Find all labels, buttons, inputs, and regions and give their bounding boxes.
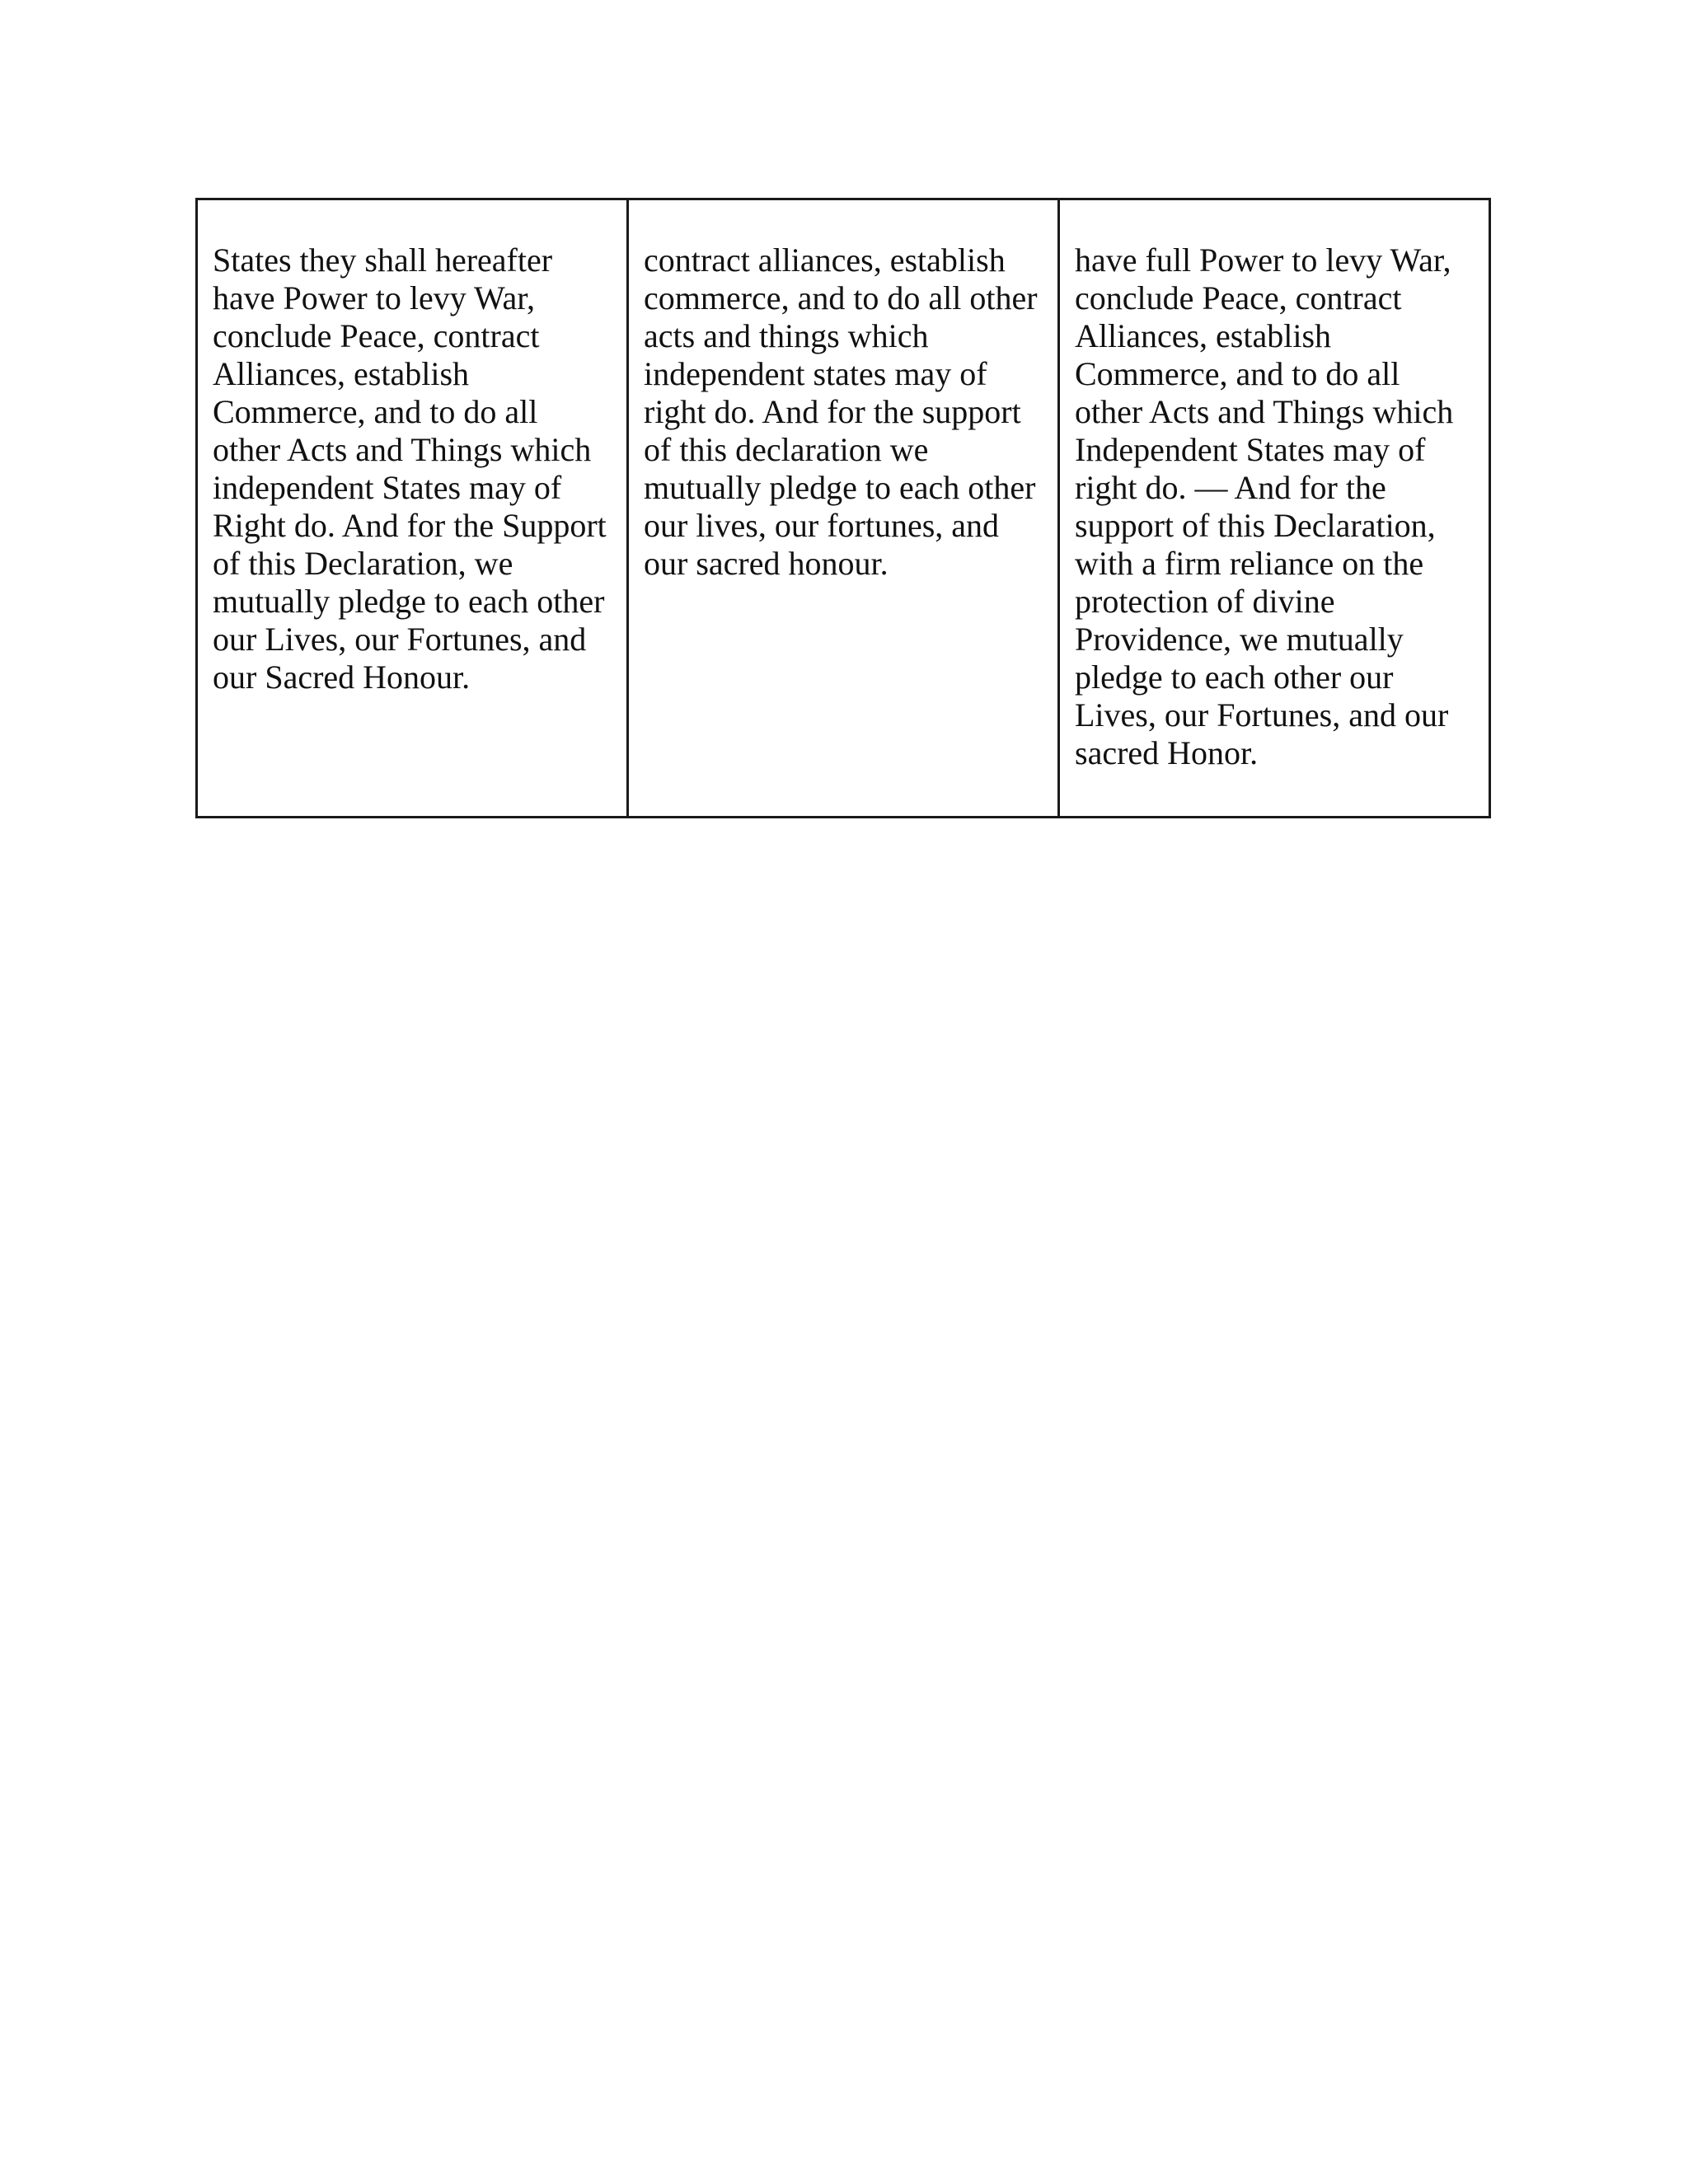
- table-cell-column-3: have full Power to levy War, conclude Peace, contract Alliances, establish Commerce, and to do all other Acts and Things which Independent States may of right do. — And for the support of this Declaration, with a firm reliance on the protection of divine Providence, we mutually pledge to each other our Lives, our Fortunes, and our sacred Honor.: [1059, 199, 1490, 818]
- comparison-table: [195, 198, 1491, 818]
- table-row: [197, 199, 1490, 818]
- table-cell-column-2: contract alliances, establish commerce, and to do all other acts and things which independent states may of right do. And for the support of this declaration we mutually pledge to each other our lives, our fortunes, and our sacred honour.: [628, 199, 1059, 818]
- table-cell-column-1: States they shall hereafter have Power to levy War, conclude Peace, contract Alliances, establish Commerce, and to do all other Acts and Things which independent States may of Right do. And for the Support of this Declaration, we mutually pledge to each other our Lives, our Fortunes, and our Sacred Honour.: [197, 199, 628, 818]
